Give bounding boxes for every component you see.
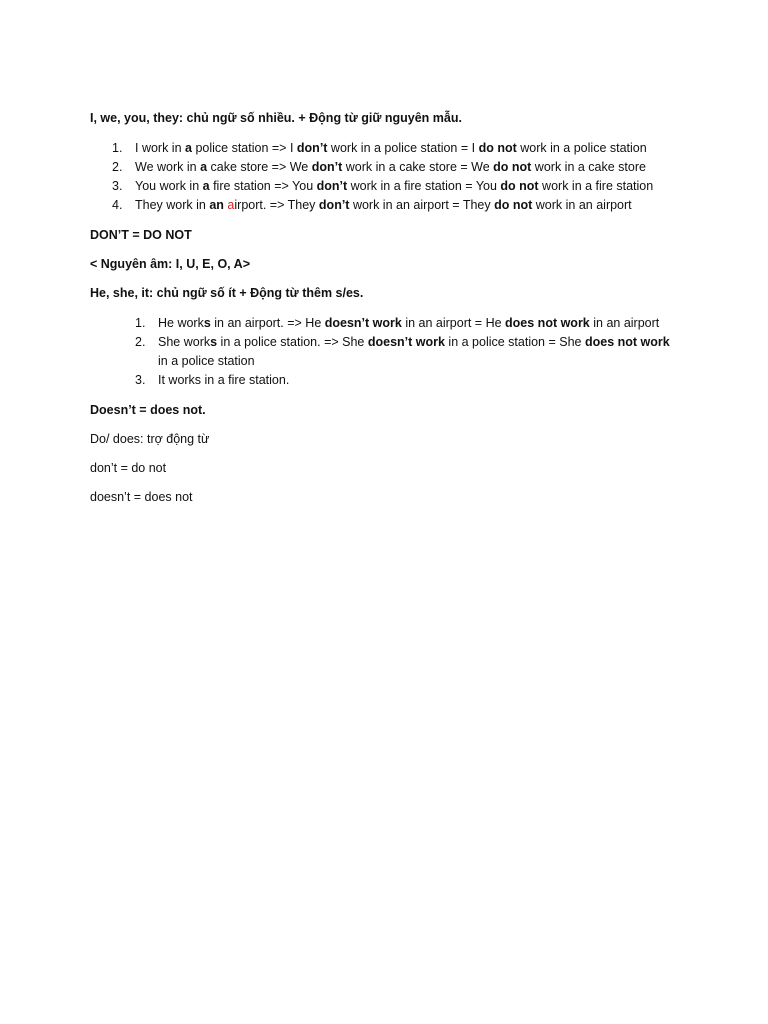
list-number: 3. xyxy=(112,179,123,193)
list-number: 2. xyxy=(112,160,123,174)
list-number: 1. xyxy=(135,316,146,330)
list-item: 1. He works in an airport. => He doesn’t work in an airport = He does not work in an airport xyxy=(90,314,680,333)
list-item: 4. They work in an airport. => They don’t work in an airport = They do not work in an airport xyxy=(90,196,680,215)
list-item: 2. We work in a cake store => We don’t work in a cake store = We do not work in a cake store xyxy=(90,158,680,177)
list-item: 3. You work in a fire station => You don’t work in a fire station = You do not work in a fire station xyxy=(90,177,680,196)
list-number: 3. xyxy=(135,373,146,387)
highlighted-letter: a xyxy=(227,198,235,212)
dont-note: don’t = do not xyxy=(90,461,167,475)
list-item: 2. She works in a police station. => She doesn’t work in a police station = She does not work in a police station xyxy=(135,335,670,368)
list-number: 1. xyxy=(112,141,123,155)
doesnt-note: doesn’t = does not xyxy=(90,490,193,504)
auxiliary-verb-note: Do/ does: trợ động từ xyxy=(90,432,210,446)
document-page xyxy=(90,110,680,518)
dont-rule: DON’T = DO NOT xyxy=(90,228,192,242)
singular-examples-list xyxy=(90,314,680,390)
heading-singular-subjects: He, she, it: chủ ngữ số ít + Động từ thêm s/es. xyxy=(90,286,364,300)
plural-examples-list xyxy=(90,139,680,215)
vowels-note: < Nguyên âm: I, U, E, O, A> xyxy=(90,257,250,271)
list-item: 3. It works in a fire station. xyxy=(90,371,680,390)
list-item: 1. I work in a police station => I don’t work in a police station = I do not work in a police station xyxy=(90,139,680,158)
heading-plural-subjects: I, we, you, they: chủ ngữ số nhiều. + Động từ giữ nguyên mẫu. xyxy=(90,111,462,125)
list-number: 2. xyxy=(135,335,146,349)
list-number: 4. xyxy=(112,198,123,212)
doesnt-rule: Doesn’t = does not. xyxy=(90,403,206,417)
